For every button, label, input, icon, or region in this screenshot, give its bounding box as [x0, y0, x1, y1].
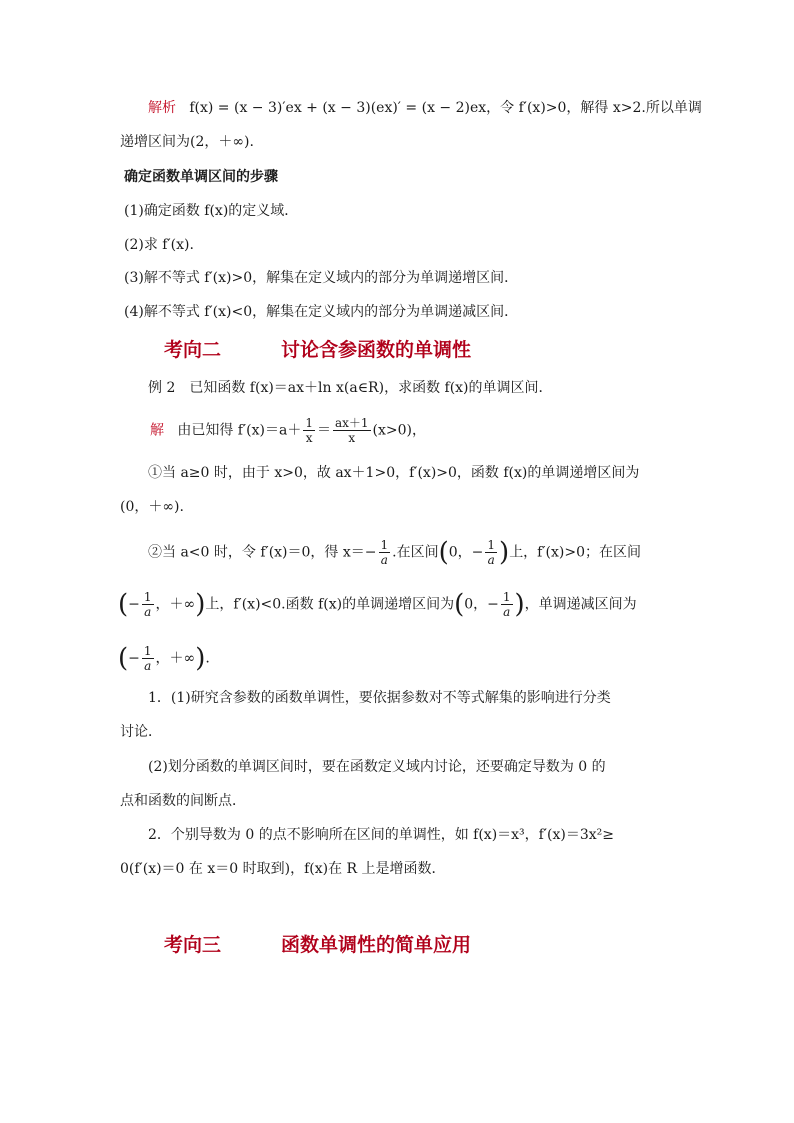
- analysis-text: f(x) = (x − 3)′ex + (x − 3)(ex)′ = (x − 2)ex，令 f′(x)>0，解得 x>2.所以单调: [189, 100, 702, 116]
- section-title: 函数单调性的简单应用: [281, 934, 472, 956]
- analysis-label: 解析: [148, 100, 176, 116]
- solution-label: 解: [150, 422, 164, 439]
- note-3-line-1: 2．个别导数为 0 的点不影响所在区间的单调性，如 f(x)＝x³，f′(x)＝3x²≥: [148, 827, 614, 843]
- fraction: $\frac{1}{a}$: [487, 538, 496, 567]
- fraction: $\frac{1}{a}$: [502, 590, 511, 619]
- note-1-line-1: 1．(1)研究含参数的函数单调性，要依据参数对不等式解集的影响进行分类: [148, 690, 611, 706]
- note-3-line-2: 0(f′(x)＝0 在 x＝0 时取到)，f(x)在 R 上是增函数．: [120, 861, 446, 877]
- fraction: $\frac{1}{x}$: [305, 416, 313, 445]
- step-item: (2)求 f′(x).: [124, 237, 194, 253]
- step-item: (3)解不等式 f′(x)>0，解集在定义域内的部分为单调递增区间．: [124, 270, 519, 286]
- note-2-line-1: (2)划分函数的单调区间时，要在函数定义域内讨论，还要确定导数为 0 的: [148, 759, 606, 775]
- section-title: 讨论含参函数的单调性: [281, 339, 472, 361]
- section-number: 考向三: [164, 934, 222, 956]
- example-statement: 例 2 已知函数 f(x)＝ax＋ln x(a∈R)，求函数 f(x)的单调区间．: [148, 380, 553, 396]
- case1-line-2: (0，＋∞).: [120, 499, 184, 515]
- case2-line-3: (− $\frac{1}{a}$ ，＋∞).: [118, 643, 210, 674]
- fraction: $\frac{1}{a}$: [143, 590, 152, 619]
- case2-line-2: (− $\frac{1}{a}$ ，＋∞)上，f′(x)<0.函数 f(x)的单调递增区间为(0，− $\frac{1}{a}$ )，单调递减区间为: [118, 589, 637, 620]
- case1-line-1: ①当 a≥0 时，由于 x>0，故 ax＋1>0，f′(x)>0，函数 f(x)的单调递增区间为: [148, 465, 640, 481]
- note-2-line-2: 点和函数的间断点．: [120, 793, 246, 809]
- step-item: (1)确定函数 f(x)的定义域．: [124, 203, 299, 219]
- solution-line: 解 由已知得 f′(x)＝a＋ $\frac{1}{x}$ ＝ $\frac{ax+1}{x}$ (x>0)，: [150, 416, 427, 445]
- analysis-line-2: 递增区间为(2，＋∞).: [120, 134, 254, 150]
- section-number: 考向二: [164, 339, 222, 361]
- steps-title: 确定函数单调区间的步骤: [124, 169, 278, 185]
- analysis-line-1: [148, 98, 702, 118]
- case2-line-1: ②当 a<0 时，令 f′(x)＝0，得 x＝− $\frac{1}{a}$ .在区间(0，− $\frac{1}{a}$ )上，f′(x)>0；在区间: [148, 537, 642, 568]
- fraction: $\frac{1}{a}$: [380, 538, 389, 567]
- note-1-line-2: 讨论．: [120, 724, 162, 740]
- fraction: $\frac{ax+1}{x}$: [334, 416, 369, 445]
- step-item: (4)解不等式 f′(x)<0，解集在定义域内的部分为单调递减区间．: [124, 304, 519, 320]
- fraction: $\frac{1}{a}$: [143, 644, 152, 673]
